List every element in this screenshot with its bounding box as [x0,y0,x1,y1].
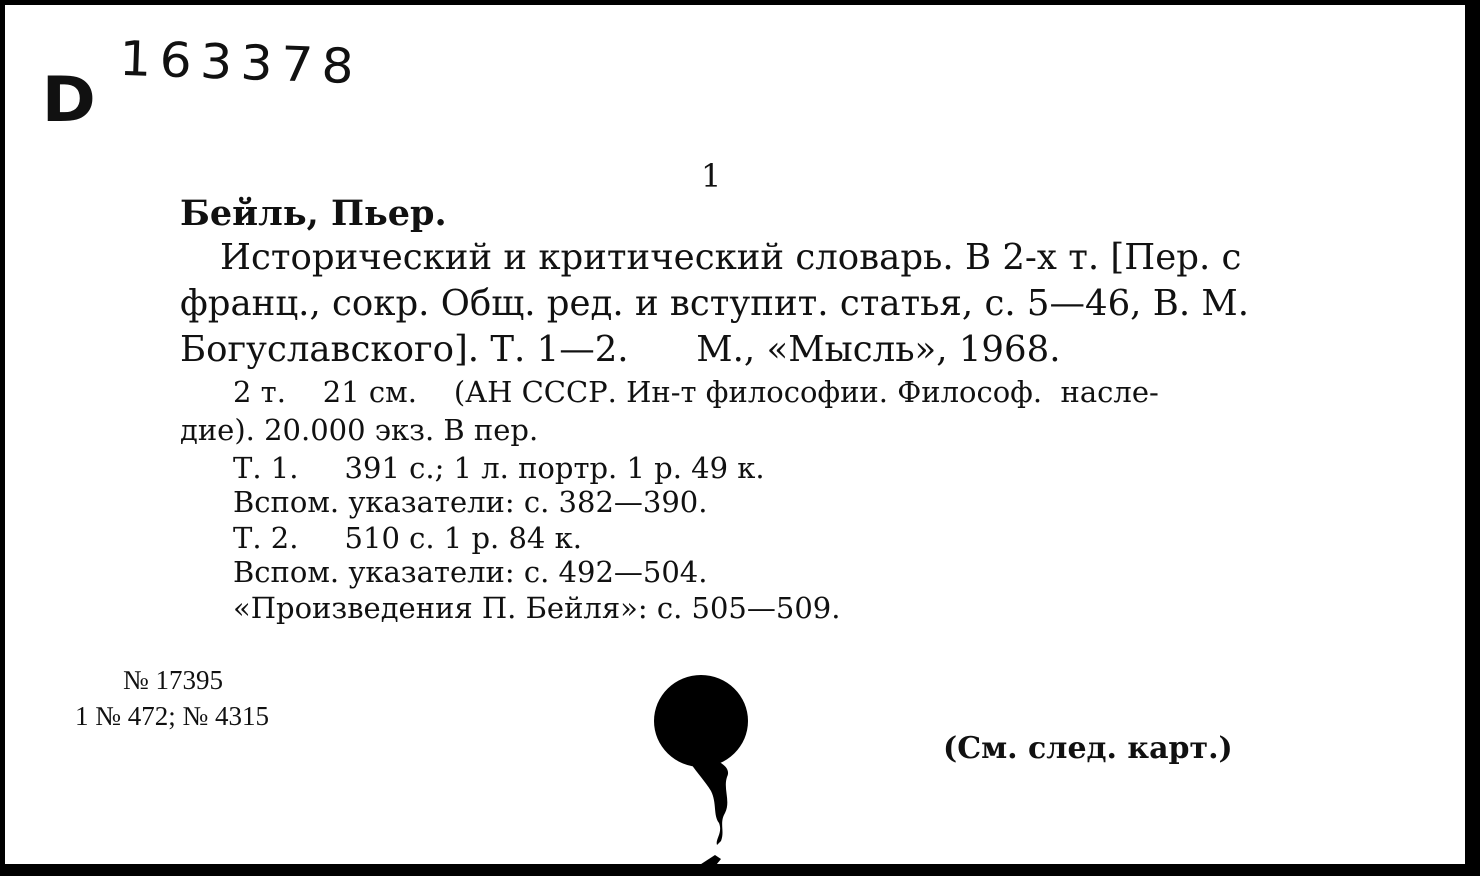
volume-1-index-line: Вспом. указатели: с. 382—390. [233,485,708,519]
library-stamp-mark [653,673,753,873]
volume-1-line: Т. 1. 391 с.; 1 л. портр. 1 р. 49 к. [233,451,765,485]
continuation-note: (См. след. карт.) [943,731,1233,766]
volume-2-line: Т. 2. 510 с. 1 р. 84 к. [233,521,582,555]
physical-description-line-1: 2 т. 21 см. (АН СССР. Ин-т философии. Философ. насле- [233,375,1159,409]
title-line-3: Богуславского]. Т. 1—2. М., «Мысль», 1968. [180,329,1061,370]
works-index-line: «Произведения П. Бейля»: с. 505—509. [233,591,841,625]
title-line-2: франц., сокр. Общ. ред. и вступит. статья, с. 5—46, В. М. [180,283,1250,324]
author-heading: Бейль, Пьер. [180,193,447,234]
handwritten-call-number: 163378 [118,30,363,96]
title-line-1: Исторический и критический словарь. В 2-х т. [Пер. с [220,237,1242,278]
card-bottom-edge [0,864,1480,876]
handwritten-call-letter: D [41,63,96,136]
volume-2-index-line: Вспом. указатели: с. 492—504. [233,555,708,589]
registry-number: № 17395 [123,665,224,695]
physical-description-line-2: дие). 20.000 экз. В пер. [180,413,539,447]
card-number: 1 [701,157,722,195]
registry-numbers-line: 1 № 472; № 4315 [75,701,270,731]
